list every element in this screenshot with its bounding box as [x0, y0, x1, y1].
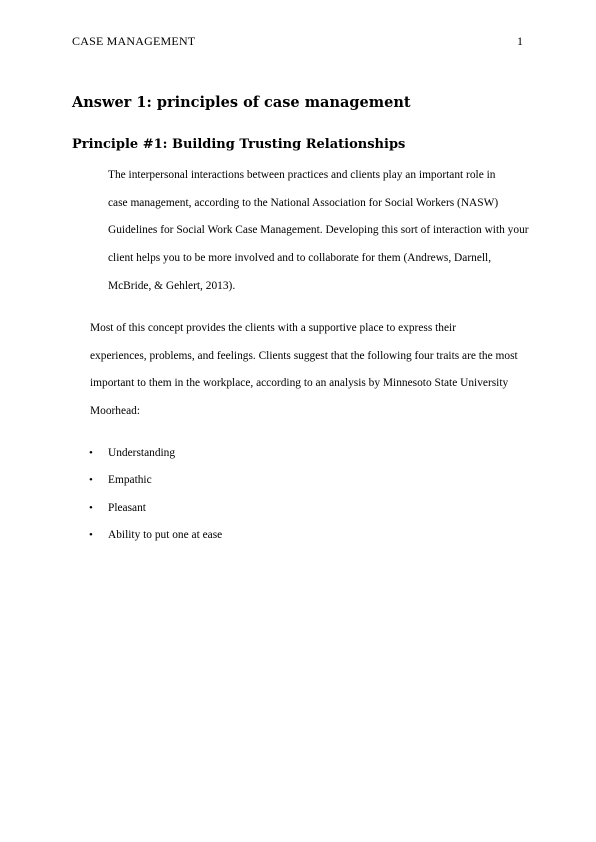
paragraph-line: case management, according to the National Association for Social Workers (NASW) [108, 196, 499, 209]
running-head: CASE MANAGEMENT [72, 34, 196, 48]
list-item [72, 440, 222, 467]
paragraph-relationships [72, 162, 529, 301]
list-item-label: Pleasant [108, 501, 146, 514]
paragraph-line: client helps you to be more involved and to collaborate for them (Andrews, Darnell, [108, 252, 492, 265]
bullet-icon: • [89, 447, 93, 459]
page-number: 1 [517, 34, 523, 48]
traits-list [72, 440, 222, 550]
list-item [72, 522, 222, 549]
paragraph-line: The interpersonal interactions between practices and clients play an important role in [108, 169, 496, 181]
principle-heading: Principle #1: Building Trusting Relationships [72, 137, 406, 152]
paragraph-line: Guidelines for Social Work Case Management. Developing this sort of interaction with your [108, 224, 529, 237]
paragraph-line: Most of this concept provides the clients with a supportive place to express their [90, 322, 456, 334]
section-heading: Answer 1: principles of case management [72, 94, 411, 111]
paragraph-line: Moorhead: [90, 405, 140, 418]
list-item [72, 495, 222, 522]
paragraph-line: McBride, & Gehlert, 2013). [108, 279, 236, 292]
list-item-label: Empathic [108, 474, 152, 487]
paragraph-traits [72, 315, 524, 426]
list-item-label: Ability to put one at ease [108, 529, 223, 542]
bullet-icon: • [89, 529, 93, 542]
bullet-icon: • [89, 501, 93, 514]
bullet-icon: • [89, 474, 93, 487]
paragraph-line: important to them in the workplace, according to an analysis by Minnesoto State University [90, 377, 509, 390]
list-item [72, 467, 222, 494]
paragraph-line: experiences, problems, and feelings. Clients suggest that the following four traits are the most [90, 349, 518, 362]
list-item-label: Understanding [108, 447, 176, 459]
